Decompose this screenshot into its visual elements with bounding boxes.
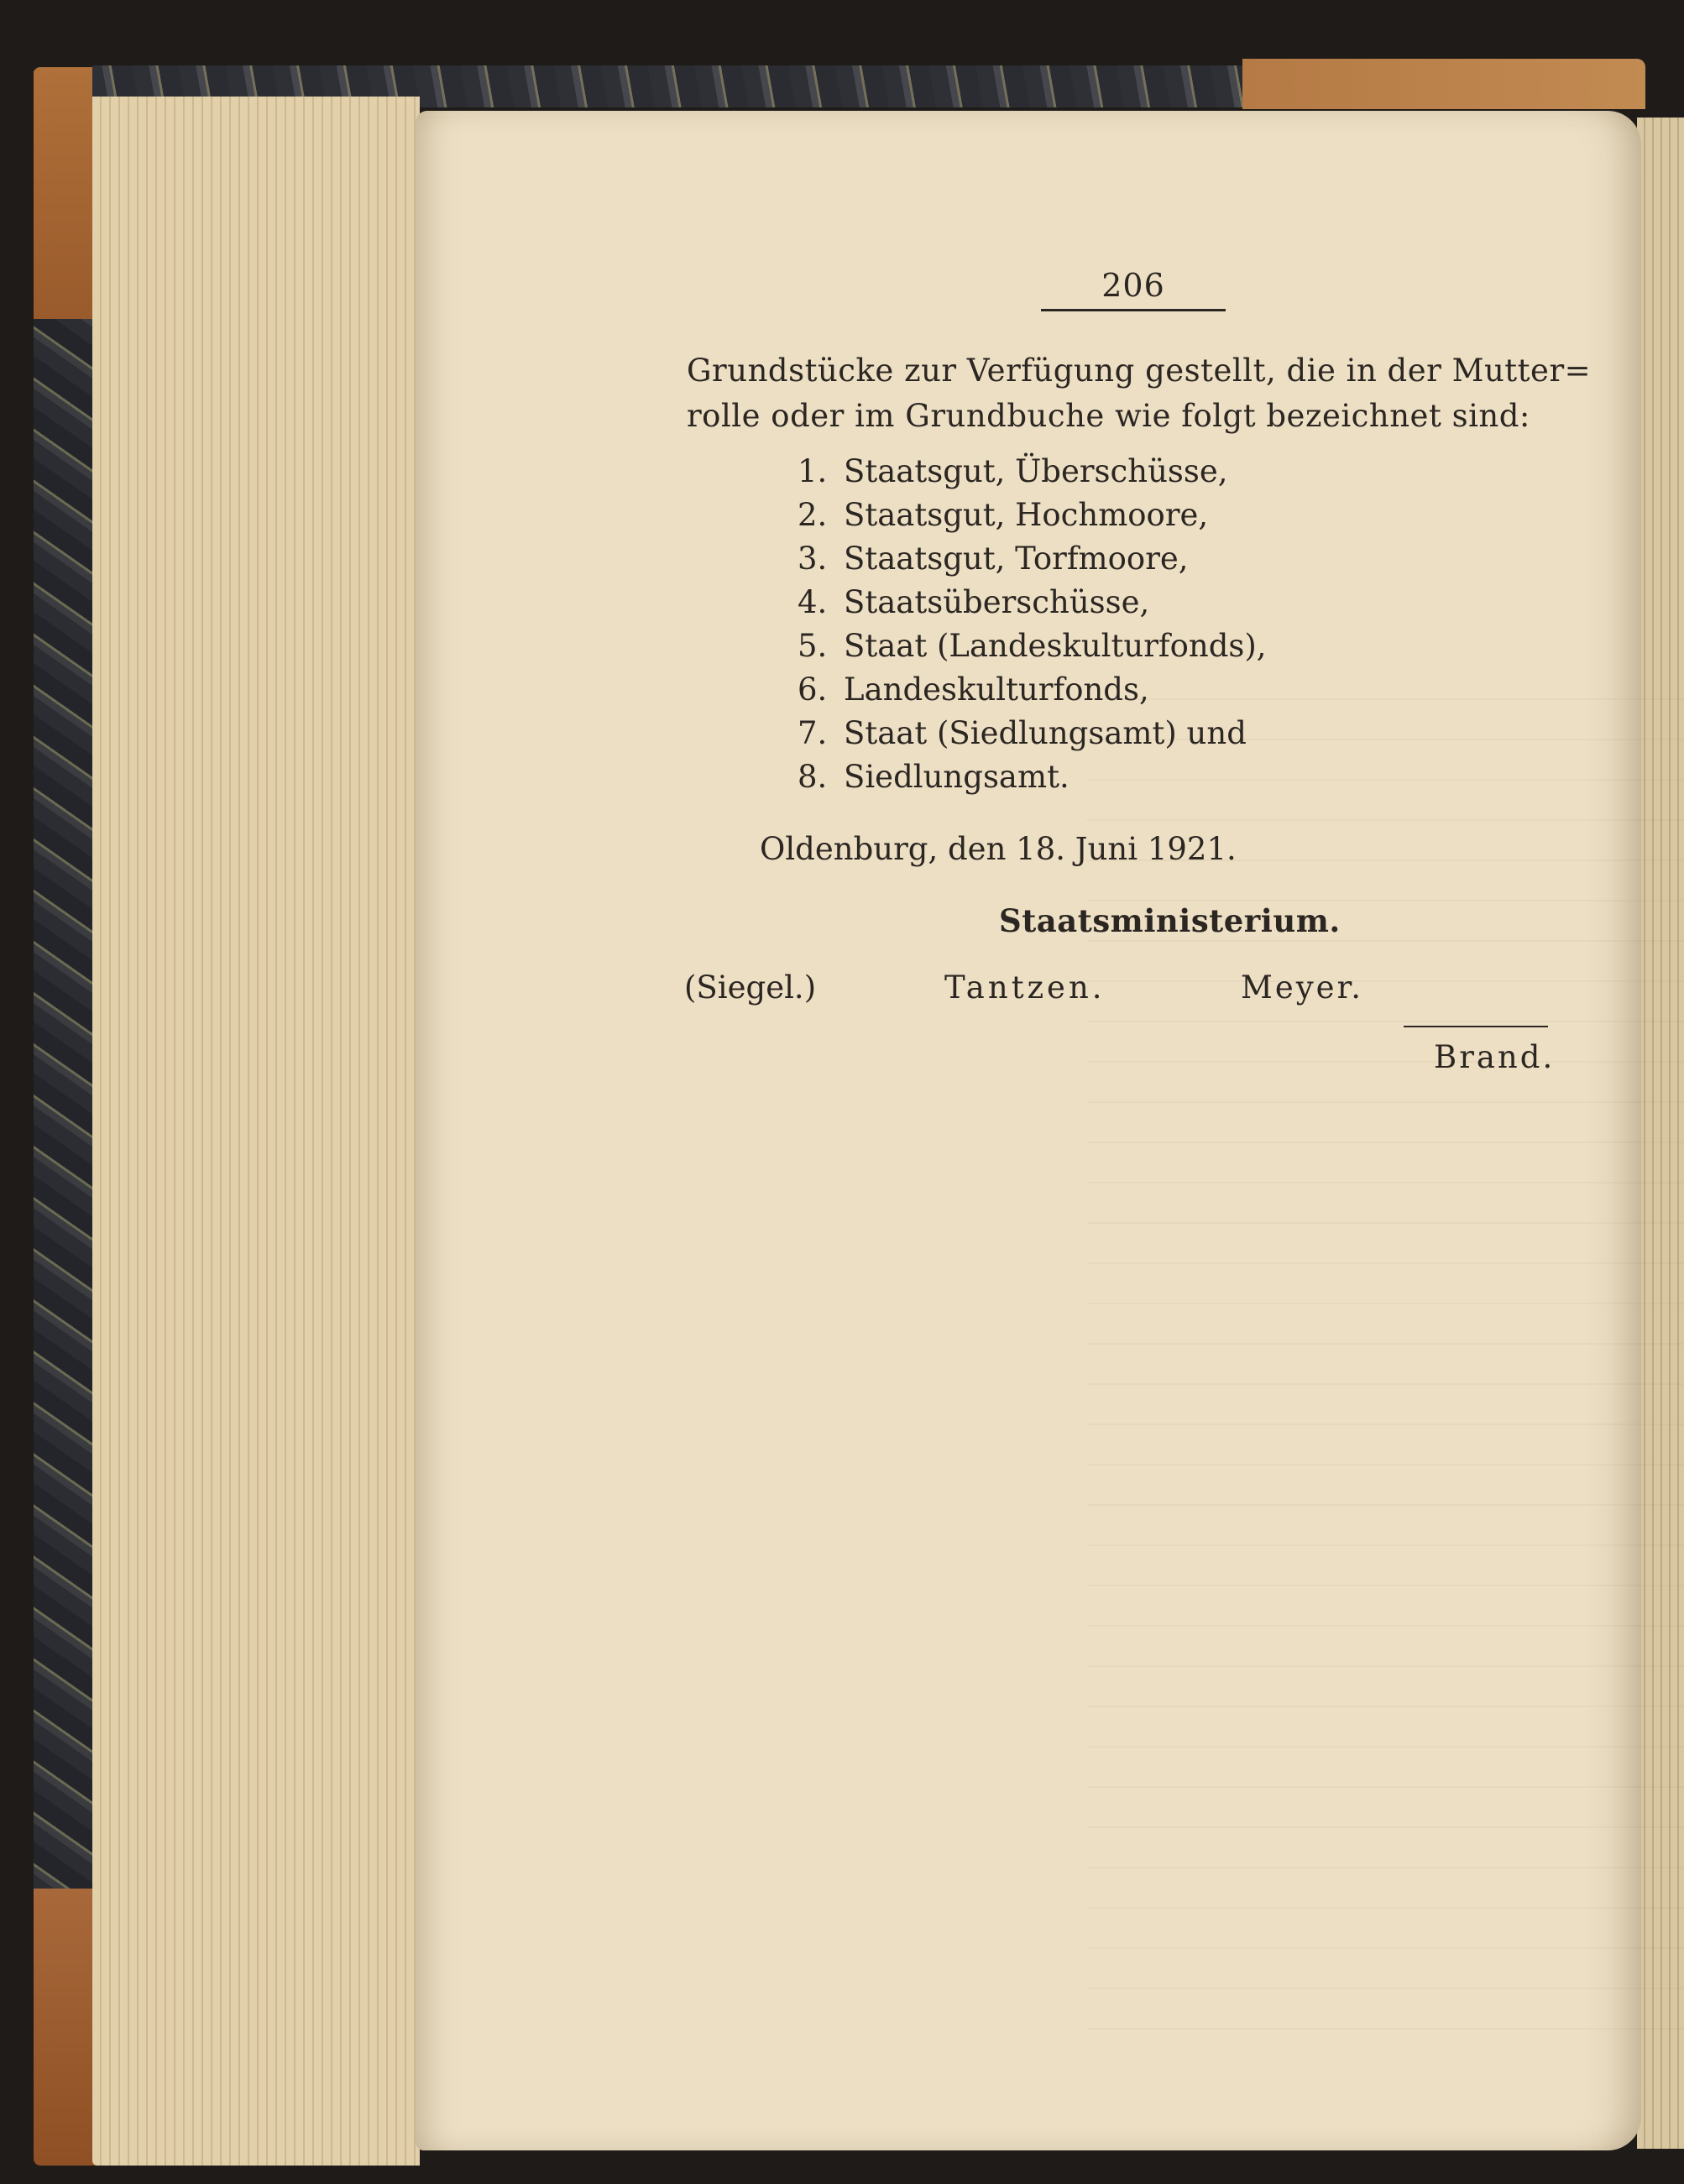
list-item — [798, 715, 1247, 751]
list-item-text: Staatsgut, Überschüsse, — [844, 453, 1228, 489]
list-item-text: Staatsgut, Hochmoore, — [844, 497, 1209, 533]
list-item — [798, 453, 1228, 489]
page-number: 206 — [1101, 267, 1165, 304]
list-item-number: 1. — [798, 453, 828, 489]
list-item-number: 3. — [798, 541, 828, 577]
intro-line: rolle oder im Grundbuche wie folgt bezeichnet sind: — [687, 398, 1530, 434]
list-item — [798, 628, 1267, 664]
signature-rule — [1404, 1026, 1548, 1027]
signature-tantzen: Tantzen. — [944, 969, 1106, 1006]
signature-meyer: Meyer. — [1241, 969, 1363, 1006]
list-item-number: 6. — [798, 671, 828, 708]
seal-label: (Siegel.) — [684, 969, 817, 1006]
signature-brand: Brand. — [1434, 1039, 1556, 1075]
list-item-number: 5. — [798, 628, 828, 664]
page-number-rule — [1041, 309, 1226, 311]
list-item — [798, 759, 1069, 795]
list-item-number: 4. — [798, 584, 828, 620]
list-item-text: Landeskulturfonds, — [844, 671, 1149, 708]
list-item — [798, 671, 1149, 708]
list-item — [798, 541, 1189, 577]
list-item — [798, 497, 1208, 533]
list-item — [798, 584, 1149, 620]
list-item-text: Siedlungsamt. — [844, 759, 1069, 795]
list-item-number: 8. — [798, 759, 828, 795]
list-item-text: Staat (Landeskulturfonds), — [844, 628, 1267, 664]
list-item-text: Staatsgut, Torfmoore, — [844, 541, 1189, 577]
date-line: Oldenburg, den 18. Juni 1921. — [760, 831, 1237, 867]
list-item-number: 7. — [798, 715, 828, 751]
issuing-authority: Staatsministerium. — [999, 902, 1341, 939]
list-item-text: Staat (Siedlungsamt) und — [844, 715, 1247, 751]
intro-line: Grundstücke zur Verfügung gestellt, die in der Mutter= — [687, 353, 1592, 389]
list-item-text: Staatsüberschüsse, — [844, 584, 1150, 620]
list-item-number: 2. — [798, 497, 828, 533]
